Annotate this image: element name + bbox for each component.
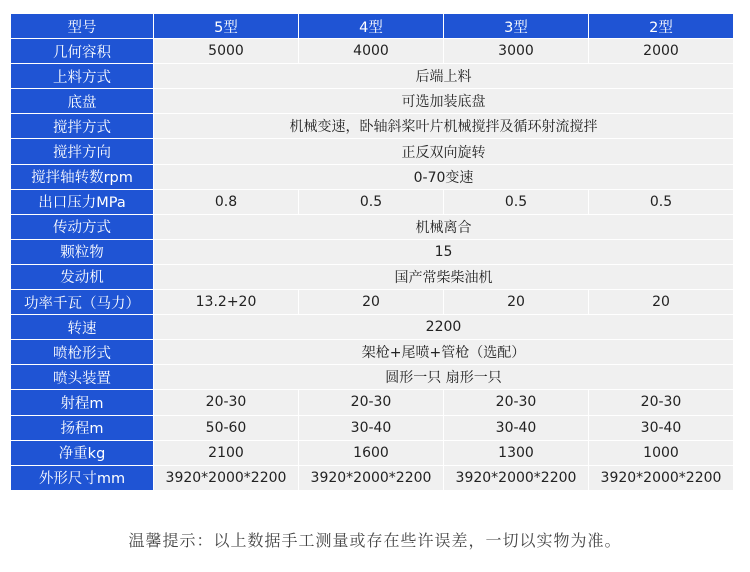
row-label: 外形尺寸mm: [11, 466, 154, 491]
row-value-merged: 圆形一只 扇形一只: [154, 365, 734, 390]
row-value-merged: 国产常柴柴油机: [154, 265, 734, 290]
header-model-3: 3型: [444, 14, 589, 39]
row-value: 20: [444, 290, 589, 315]
row-value: 0.5: [589, 190, 734, 215]
row-value-merged: 后端上料: [154, 64, 734, 89]
row-label: 功率千瓦（马力）: [11, 290, 154, 315]
row-label: 射程m: [11, 390, 154, 415]
row-value: 20: [589, 290, 734, 315]
header-model-label: 型号: [11, 14, 154, 39]
row-label: 净重kg: [11, 441, 154, 466]
row-label: 上料方式: [11, 64, 154, 89]
row-value-merged: 机械变速，卧轴斜桨叶片机械搅拌及循环射流搅拌: [154, 114, 734, 139]
row-label: 喷枪形式: [11, 340, 154, 365]
row-value-merged: 15: [154, 240, 734, 265]
row-value-merged: 可选加装底盘: [154, 89, 734, 114]
row-value-merged: 架枪+尾喷+管枪（选配）: [154, 340, 734, 365]
row-value: 13.2+20: [154, 290, 299, 315]
spec-table: [11, 14, 734, 491]
header-model-2: 2型: [589, 14, 734, 39]
row-label: 搅拌方向: [11, 139, 154, 164]
row-value: 50-60: [154, 416, 299, 441]
row-label: 搅拌方式: [11, 114, 154, 139]
row-value-merged: 0-70变速: [154, 165, 734, 190]
row-label: 喷头装置: [11, 365, 154, 390]
row-label: 颗粒物: [11, 240, 154, 265]
row-value: 1600: [299, 441, 444, 466]
row-value: 2100: [154, 441, 299, 466]
header-model-5: 5型: [154, 14, 299, 39]
row-label: 转速: [11, 315, 154, 340]
header-model-4: 4型: [299, 14, 444, 39]
row-value: 30-40: [444, 416, 589, 441]
row-label: 发动机: [11, 265, 154, 290]
row-value: 3920*2000*2200: [299, 466, 444, 491]
row-value: 4000: [299, 39, 444, 64]
row-value: 3920*2000*2200: [154, 466, 299, 491]
row-value: 30-40: [589, 416, 734, 441]
row-value: 20-30: [154, 390, 299, 415]
row-value: 1300: [444, 441, 589, 466]
row-label: 几何容积: [11, 39, 154, 64]
disclaimer-note: 温馨提示：以上数据手工测量或存在些许误差，一切以实物为准。: [128, 531, 622, 550]
row-label: 出口压力MPa: [11, 190, 154, 215]
row-value: 1000: [589, 441, 734, 466]
row-value: 0.5: [299, 190, 444, 215]
row-value: 3920*2000*2200: [589, 466, 734, 491]
row-value: 3000: [444, 39, 589, 64]
row-value-merged: 机械离合: [154, 215, 734, 240]
row-value: 20-30: [299, 390, 444, 415]
row-value-merged: 2200: [154, 315, 734, 340]
row-value: 30-40: [299, 416, 444, 441]
row-label: 底盘: [11, 89, 154, 114]
row-label: 搅拌轴转数rpm: [11, 165, 154, 190]
row-value: 3920*2000*2200: [444, 466, 589, 491]
row-value: 20-30: [589, 390, 734, 415]
row-value: 2000: [589, 39, 734, 64]
row-value: 0.5: [444, 190, 589, 215]
row-label: 传动方式: [11, 215, 154, 240]
row-value: 20-30: [444, 390, 589, 415]
row-value-merged: 正反双向旋转: [154, 139, 734, 164]
row-label: 扬程m: [11, 416, 154, 441]
row-value: 0.8: [154, 190, 299, 215]
row-value: 5000: [154, 39, 299, 64]
row-value: 20: [299, 290, 444, 315]
